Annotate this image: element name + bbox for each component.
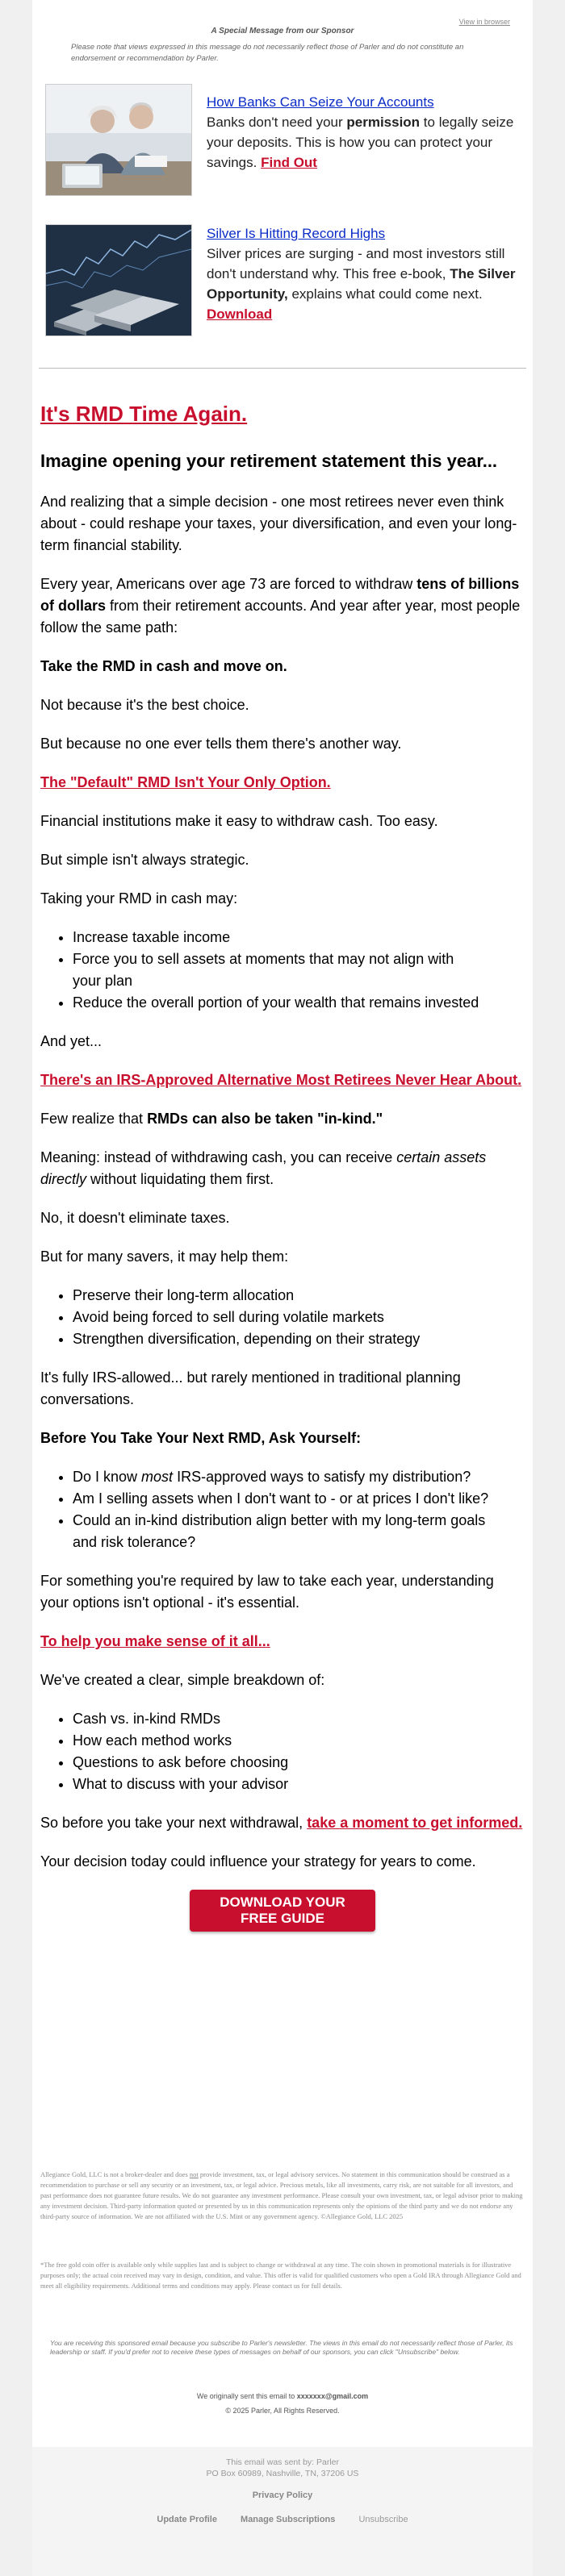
text: Every year, Americans over age 73 are forced to withdraw — [40, 576, 417, 592]
sponsor-note: Please note that views expressed in this message do not necessarily reflect those of Parler and do not constitute an endorsement or recommendation by Parler. — [71, 43, 464, 63]
subscription-notice: You are receiving this sponsored email because you subscribe to Parler's newsletter. The views in this email do not necessarily reflect those of Parler, its leadership or staff. If you'd prefer not to receive these types of messages on behalf of our sponsors, you can click "Unsubscribe" below. — [50, 2339, 513, 2356]
article-body — [40, 403, 525, 1932]
ad-image-silver[interactable] — [45, 224, 192, 336]
privacy-policy-link[interactable]: Privacy Policy — [252, 2491, 313, 2500]
article-subheadline: Imagine opening your retirement statement this year... — [40, 451, 498, 471]
sent-to-line — [32, 2392, 533, 2400]
paragraph: We've created a clear, simple breakdown of: — [40, 1672, 325, 1688]
paragraph: Your decision today could influence your strategy for years to come. — [40, 1853, 476, 1869]
breakdown-list — [40, 1708, 525, 1795]
paragraph: Financial institutions make it easy to withdraw cash. Too easy. — [40, 813, 438, 829]
section-heading-text: The "Default" RMD Isn't Your Only Option. — [40, 774, 331, 790]
text: Few realize that — [40, 1111, 148, 1127]
paragraph: Not because it's the best choice. — [40, 697, 249, 713]
section-heading-help — [40, 1631, 525, 1653]
recipient-email: xxxxxxx@gmail.com — [296, 2392, 369, 2400]
in-kind-benefits-list — [40, 1285, 525, 1350]
address: PO Box 60989, Nashville, TN, 37206 US — [206, 2469, 359, 2478]
paragraph: And yet... — [40, 1033, 103, 1049]
text-bold: tens of billions of dollars — [40, 576, 520, 614]
section-heading-default — [40, 772, 525, 794]
text-italic: certain assets directly — [40, 1149, 487, 1187]
paragraph-bold — [40, 656, 525, 677]
cash-risks-list — [40, 927, 525, 1014]
list-item — [73, 1466, 525, 1488]
section-heading-irs — [40, 1069, 525, 1091]
legal-disclaimer — [40, 2170, 525, 2222]
paragraph — [40, 1812, 525, 1834]
list-item: • Could an in-kind distribution align better with my long-term goals and risk tolerance? — [73, 1510, 525, 1553]
manage-subscriptions-link[interactable]: Manage Subscriptions — [241, 2515, 336, 2524]
text-bold: RMDs can also be taken "in-kind." — [147, 1111, 383, 1127]
find-out-link[interactable]: Find Out — [261, 155, 317, 170]
text: provide investment, tax, or legal advisory services. No statement in this communication should be construed as a recommendation to purchase or sell any security or an investment, tax, or legal advice. Precious metals, like all investments, carry risk, are not suitable for all investors, and past performance does not guarantee future results. We do not guarantee any investment performance. Please consult your own investment, tax, or legal advisor prior to making any investment decision. Third-party information quoted or presented by us in this communication represents only the opinions of the third party and we do not endorse any third-party source of information. We are not affiliated with the U.S. Mint or any government agency. ©Allegiance Gold, LLC 2025 — [40, 2170, 523, 2220]
ad-body-bold: permission — [346, 115, 421, 130]
button-line-2: FREE GUIDE — [241, 1911, 324, 1926]
section-heading-text: Before You Take Your Next RMD, Ask Yourself: — [40, 1430, 362, 1446]
text: without liquidating them first. — [86, 1171, 274, 1187]
ad-text-silver — [207, 223, 521, 324]
silver-bars-icon — [46, 225, 191, 336]
article-headline: It's RMD Time Again. — [40, 402, 248, 426]
list-item: • Force you to sell assets at moments that may not align with your plan — [73, 948, 525, 992]
offer-disclaimer: *The free gold coin offer is available only while supplies last and is subject to change or withdrawal at any time. The coin shown in promotional materials is for illustrative purposes only; the actual coin received may vary in design, condition, and value. This offer is valid for qualified customers who open a Gold IRA through Allegiance Gold and meet all eligibility requirements. Additional terms and conditions may apply. Please contact us for full details. — [40, 2261, 521, 2290]
text: IRS-approved ways to satisfy my distribution? — [173, 1469, 471, 1485]
paragraph — [40, 1108, 525, 1130]
paragraph: But simple isn't always strategic. — [40, 852, 249, 868]
unsubscribe-link[interactable]: Unsubscribe — [358, 2515, 408, 2524]
section-heading-text: To help you make sense of it all... — [40, 1633, 270, 1649]
paragraph: No, it doesn't eliminate taxes. — [40, 1210, 230, 1226]
ad-body-pre: Silver prices are surging - and most investors still don't understand why. This free e-book, — [207, 246, 505, 281]
update-profile-link[interactable]: Update Profile — [157, 2515, 217, 2524]
copyright: © 2025 Parler, All Rights Reserved. — [225, 2407, 340, 2415]
list-item: • How each method works — [73, 1730, 525, 1752]
list-item: • Increase taxable income — [73, 927, 525, 948]
ad-title-banks[interactable]: How Banks Can Seize Your Accounts — [207, 94, 434, 110]
section-heading-text: There's an IRS-Approved Alternative Most Retirees Never Hear About. — [40, 1072, 522, 1088]
email-card — [32, 0, 533, 2576]
questions-list — [40, 1466, 525, 1553]
paragraph — [40, 1147, 525, 1190]
text: So before you take your next withdrawal, — [40, 1815, 308, 1831]
section-divider — [39, 368, 526, 369]
list-item: • Questions to ask before choosing — [73, 1752, 525, 1774]
text-underline: not — [189, 2170, 199, 2178]
text: We originally sent this email to — [196, 2392, 297, 2400]
paragraph: And realizing that a simple decision - one most retirees never even think about - could reshape your taxes, your diversification, and even your long-term financial stability. — [40, 494, 517, 553]
text: Allegiance Gold, LLC is not a broker-dealer and does — [40, 2170, 190, 2178]
paragraph: But for many savers, it may help them: — [40, 1248, 289, 1265]
list-item: • Reduce the overall portion of your wealth that remains invested — [73, 992, 525, 1014]
download-guide-button[interactable] — [190, 1890, 375, 1932]
button-line-1: DOWNLOAD YOUR — [220, 1894, 345, 1910]
ad-body-pre: Banks don't need your — [207, 115, 347, 130]
list-item: • What to discuss with your advisor — [73, 1774, 525, 1795]
sent-by: This email was sent by: Parler — [225, 2457, 340, 2467]
download-link[interactable]: Download — [207, 306, 273, 322]
paragraph: Taking your RMD in cash may: — [40, 890, 238, 907]
text: from their retirement accounts. And year after year, most people follow the same path: — [40, 598, 521, 636]
ad-body-post: explains what could come next. — [287, 286, 483, 302]
paragraph: But because no one ever tells them there's another way. — [40, 736, 402, 752]
paragraph: For something you're required by law to take each year, understanding your options isn't optional - it's essential. — [40, 1573, 494, 1611]
footer-links — [32, 2515, 533, 2524]
view-in-browser-link[interactable]: View in browser — [458, 18, 510, 26]
ad-body-post: to legally seize your deposits. This is how you can protect your savings. — [207, 115, 514, 170]
list-item: • Am I selling assets when I don't want to - or at prices I don't like? — [73, 1488, 525, 1510]
text: Meaning: instead of withdrawing cash, you can receive — [40, 1149, 397, 1165]
ad-text-banks — [207, 92, 521, 173]
paragraph — [40, 573, 525, 639]
ad-title-silver[interactable]: Silver Is Hitting Record Highs — [207, 226, 386, 241]
paragraph: It's fully IRS-allowed... but rarely mentioned in traditional planning conversations. — [40, 1369, 461, 1407]
get-informed-link[interactable]: take a moment to get informed. — [307, 1815, 523, 1831]
sponsor-title: A Special Message from our Sponsor — [211, 27, 354, 35]
list-item: • Preserve their long-term allocation — [73, 1285, 525, 1307]
ad-image-couple[interactable] — [45, 84, 192, 196]
text: Do I know — [73, 1469, 142, 1485]
list-item: • Avoid being forced to sell during volatile markets — [73, 1307, 525, 1328]
text-italic: most — [141, 1469, 174, 1485]
ad-body-bold: The Silver Opportunity, — [207, 266, 516, 302]
list-item: • Cash vs. in-kind RMDs — [73, 1708, 525, 1730]
couple-photo-icon — [46, 85, 191, 195]
section-heading-ask — [40, 1428, 525, 1449]
list-item: • Strengthen diversification, depending on their strategy — [73, 1328, 525, 1350]
text-bold: Take the RMD in cash and move on. — [40, 658, 287, 674]
